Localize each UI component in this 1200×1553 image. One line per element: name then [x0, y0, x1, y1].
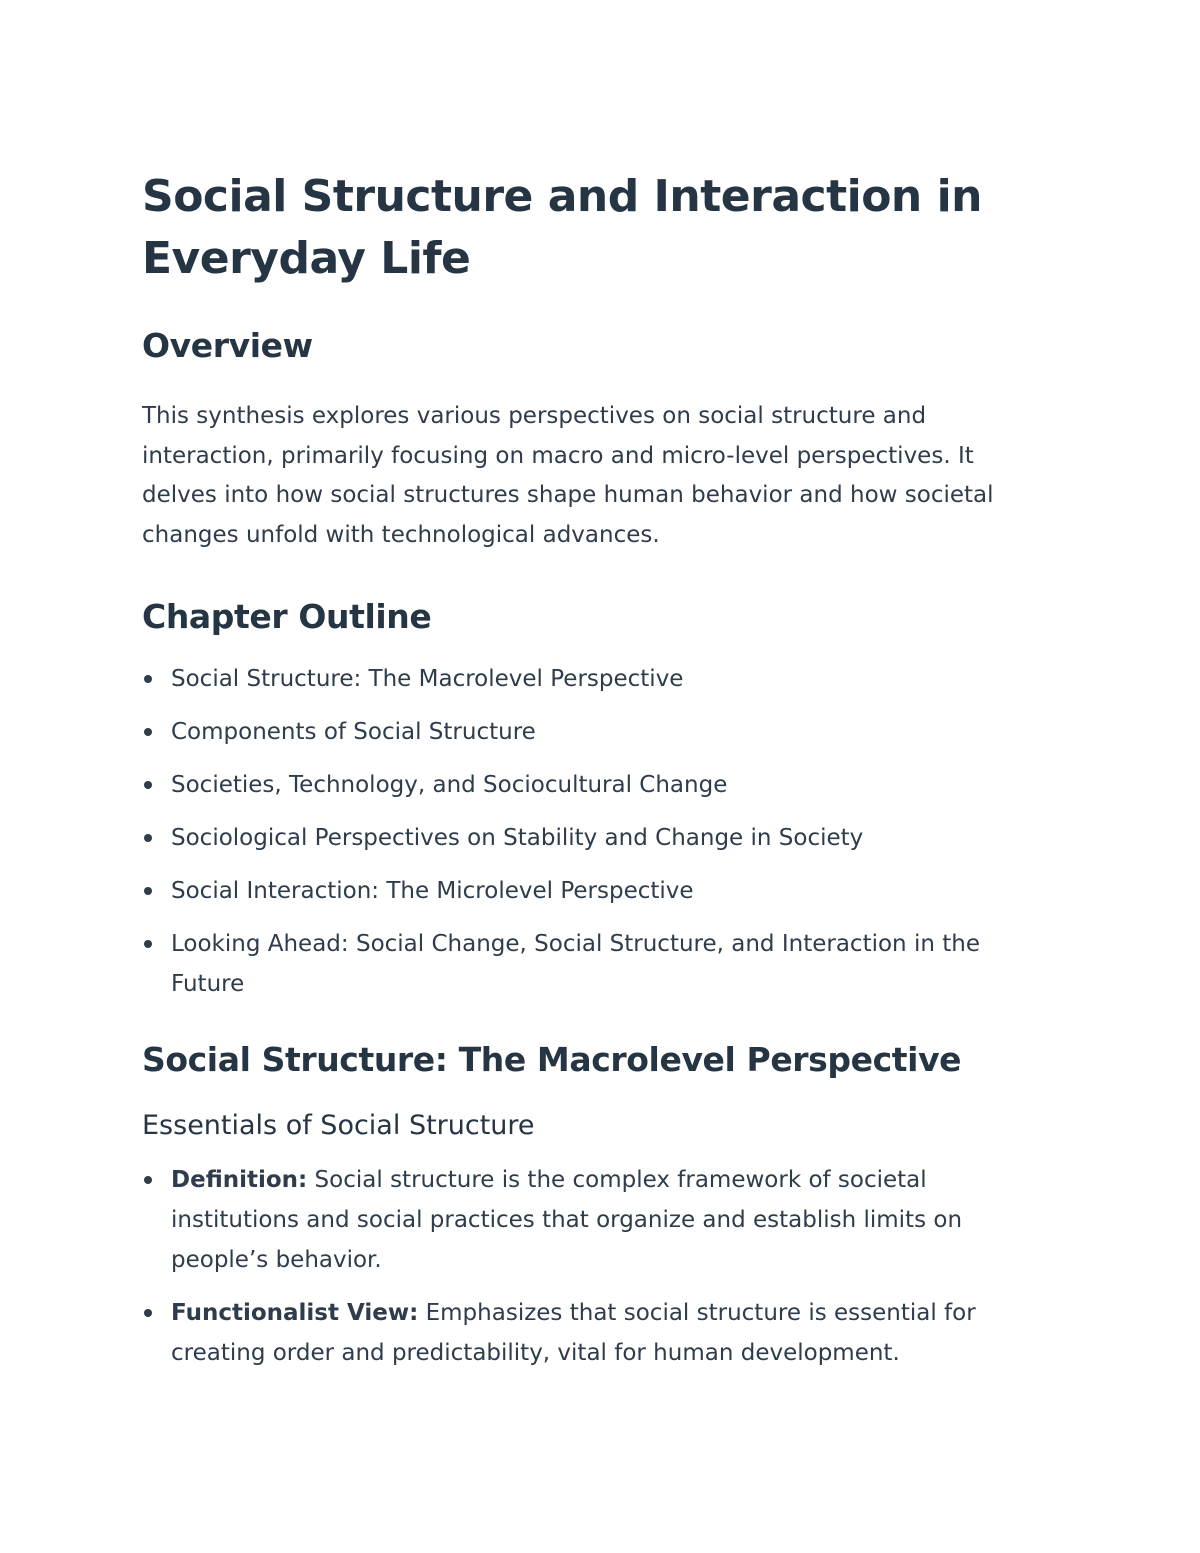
definition-term: Definition: [171, 1167, 308, 1193]
outline-item [142, 659, 1052, 699]
bullet-icon [144, 834, 152, 842]
overview-paragraph: This synthesis explores various perspectives on social structure and interaction, primarily focusing on macro and micro-level perspectives. It delves into how social structures shape human behavior and how societal changes unfold with technological advances. [142, 403, 994, 548]
outline-item-text: Social Interaction: The Microlevel Perspective [171, 878, 694, 904]
essentials-subheading: Essentials of Social Structure [142, 1110, 535, 1141]
functionalist-text: Emphasizes that social structure is essential for creating order and predictability, vital for human development. [171, 1300, 976, 1366]
bullet-icon [144, 887, 152, 895]
outline-item [142, 924, 1052, 1004]
bullet-icon [144, 675, 152, 683]
outline-item-text: Sociological Perspectives on Stability and Change in Society [171, 825, 864, 851]
outline-item-text: Social Structure: The Macrolevel Perspective [171, 666, 684, 692]
macrolevel-heading: Social Structure: The Macrolevel Perspective [142, 1040, 962, 1079]
bullet-icon [144, 940, 152, 948]
document-title: Social Structure and Interaction in Everyday Life [142, 171, 982, 284]
document-page [142, 166, 1052, 1386]
outline-item-text: Societies, Technology, and Sociocultural Change [171, 772, 728, 798]
bullet-icon [144, 728, 152, 736]
essentials-item [142, 1293, 1052, 1373]
functionalist-term: Functionalist View: [171, 1300, 419, 1326]
outline-item-text: Components of Social Structure [171, 719, 536, 745]
outline-item [142, 871, 1052, 911]
bullet-icon [144, 781, 152, 789]
essentials-list [142, 1160, 1052, 1373]
outline-item [142, 818, 1052, 858]
bullet-icon [144, 1176, 152, 1184]
essentials-item [142, 1160, 1052, 1280]
chapter-outline-heading: Chapter Outline [142, 597, 432, 636]
bullet-icon [144, 1309, 152, 1317]
definition-text: Social structure is the complex framework of societal institutions and social practices that organize and establish limits on people’s behavior. [171, 1167, 963, 1273]
outline-item-text: Looking Ahead: Social Change, Social Structure, and Interaction in the Future [171, 931, 980, 997]
chapter-outline-list [142, 659, 1052, 1004]
overview-heading: Overview [142, 326, 313, 365]
outline-item [142, 765, 1052, 805]
outline-item [142, 712, 1052, 752]
